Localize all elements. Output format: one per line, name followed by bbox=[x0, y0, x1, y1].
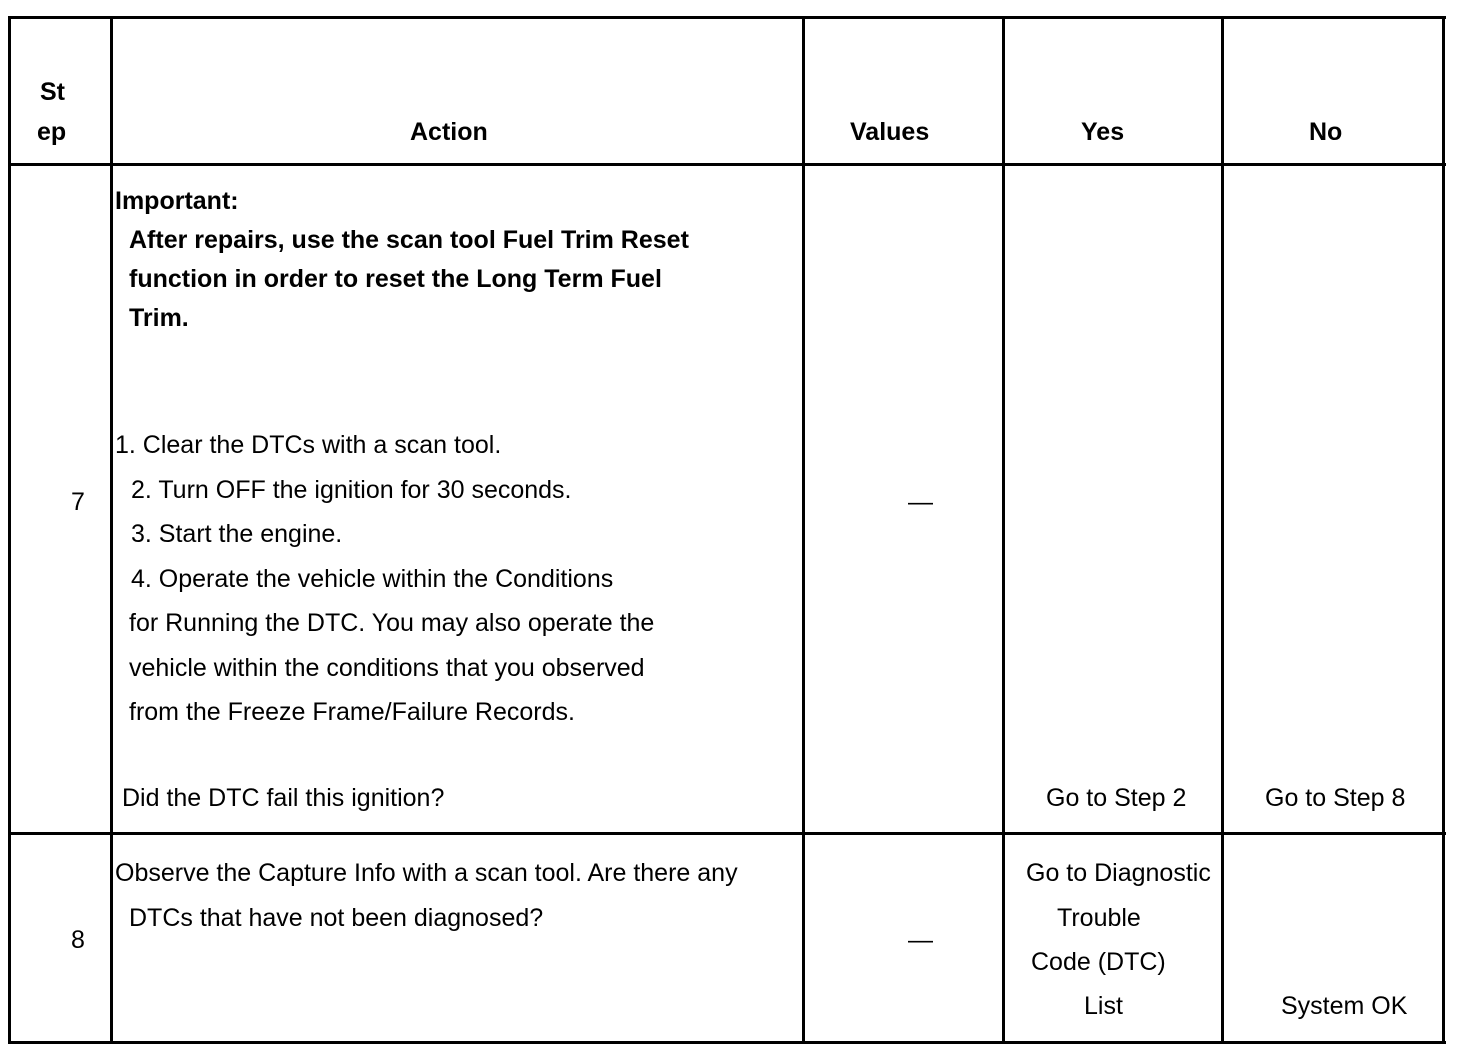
row7-important-line: After repairs, use the scan tool Fuel Trim Reset bbox=[129, 226, 689, 254]
row8-yes-line: List bbox=[1084, 992, 1123, 1020]
header-yes: Yes bbox=[1081, 118, 1125, 146]
row7-no: Go to Step 8 bbox=[1265, 784, 1406, 812]
row7-continuation: vehicle within the conditions that you observed bbox=[129, 654, 645, 682]
row7-important-line: Trim. bbox=[129, 304, 189, 332]
row8-value: — bbox=[908, 926, 933, 954]
row8-yes-line: Go to Diagnostic bbox=[1026, 859, 1211, 887]
row7-question: Did the DTC fail this ignition? bbox=[122, 784, 445, 812]
header-no: No bbox=[1309, 118, 1343, 146]
row7-important-line: function in order to reset the Long Term Fuel bbox=[129, 265, 662, 293]
col-divider-step bbox=[110, 16, 113, 1044]
row7-step-item: 1. Clear the DTCs with a scan tool. bbox=[115, 431, 502, 459]
row7-step-item: 4. Operate the vehicle within the Conditions bbox=[131, 565, 614, 593]
row8-action-line: Observe the Capture Info with a scan tool. Are there any bbox=[115, 859, 738, 887]
col-divider-action bbox=[802, 16, 805, 1044]
row7-value: — bbox=[908, 488, 933, 516]
table-top-border bbox=[8, 16, 1446, 19]
row7-continuation: for Running the DTC. You may also operate the bbox=[129, 609, 655, 637]
row7-important-label: Important: bbox=[115, 187, 239, 215]
row7-step: 7 bbox=[71, 488, 85, 516]
col-divider-values bbox=[1002, 16, 1005, 1044]
row8-yes-line: Trouble bbox=[1057, 904, 1141, 932]
row8-yes-line: Code (DTC) bbox=[1031, 948, 1166, 976]
row7-step-item: 3. Start the engine. bbox=[131, 520, 343, 548]
row8-step: 8 bbox=[71, 926, 85, 954]
table-right-border bbox=[1442, 16, 1445, 1044]
row8-no: System OK bbox=[1281, 992, 1408, 1020]
header-step-line1: St bbox=[40, 78, 65, 106]
row7-bottom-border bbox=[8, 832, 1446, 835]
row8-action-line: DTCs that have not been diagnosed? bbox=[129, 904, 544, 932]
header-step-line2: ep bbox=[37, 118, 67, 146]
table-left-border bbox=[8, 16, 11, 1044]
row7-step-item: 2. Turn OFF the ignition for 30 seconds. bbox=[131, 476, 572, 504]
header-values: Values bbox=[850, 118, 930, 146]
header-bottom-border bbox=[8, 163, 1446, 166]
row7-yes: Go to Step 2 bbox=[1046, 784, 1187, 812]
row7-continuation: from the Freeze Frame/Failure Records. bbox=[129, 698, 575, 726]
table-bottom-border bbox=[8, 1041, 1446, 1044]
col-divider-yes bbox=[1221, 16, 1224, 1044]
header-action: Action bbox=[410, 118, 488, 146]
